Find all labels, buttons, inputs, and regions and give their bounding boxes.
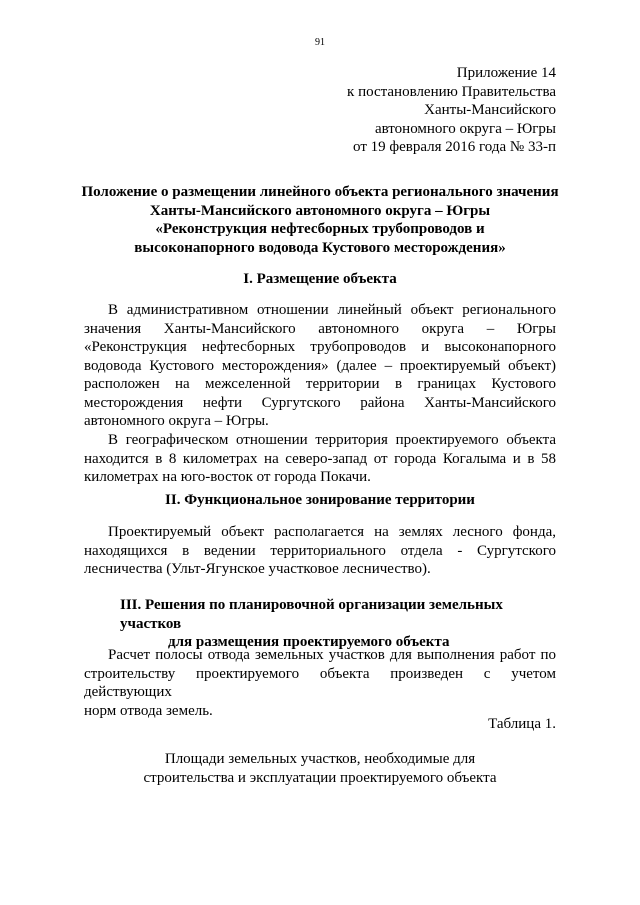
text-line: строительству проектируемого объекта произведен с учетом действующих <box>84 665 556 700</box>
appendix-line: от 19 февраля 2016 года № 33-п <box>353 139 556 155</box>
text-line: «Реконструкция нефтесборных трубопроводов и высоконапорного <box>84 339 556 355</box>
table-caption <box>0 750 640 787</box>
paragraph-zoning <box>84 523 556 579</box>
paragraph-location <box>84 301 556 431</box>
section-heading-2: II. Функциональное зонирование территории <box>165 492 475 508</box>
text-line: В административном отношении линейный объект регионального <box>108 302 556 318</box>
paragraph-geography <box>84 431 556 487</box>
text-line: километрах на юго-восток от города Покачи. <box>84 469 371 485</box>
title-line: высоконапорного водовода Кустового месторождения» <box>134 239 506 256</box>
text-line: автономного округа – Югры. <box>84 413 269 429</box>
section-heading-3 <box>120 596 560 652</box>
appendix-header <box>347 64 556 157</box>
table-label: Таблица 1. <box>488 716 556 732</box>
section-heading-1: I. Размещение объекта <box>243 271 397 287</box>
text-line: месторождения нефти Сургутского района Ханты-Мансийского <box>84 394 556 411</box>
paragraph-solutions <box>84 646 556 720</box>
text-line: Проектируемый объект располагается на землях лесного фонда, <box>108 524 556 540</box>
document-title <box>60 183 580 257</box>
text-line: водовода Кустового месторождения» (далее – проектируемый объект) <box>84 357 556 374</box>
text-line: норм отвода земель. <box>84 702 213 719</box>
caption-line: строительства и эксплуатации проектируемого объекта <box>143 769 497 786</box>
text-line: находится в 8 километрах на северо-запад от города Когалыма и в 58 <box>84 450 556 467</box>
page-number: 91 <box>315 37 325 48</box>
text-line: В географическом отношении территория проектируемого объекта <box>108 432 556 448</box>
appendix-line: Приложение 14 <box>456 65 556 81</box>
text-line: Расчет полосы отвода земельных участков для выполнения работ по <box>108 647 556 663</box>
title-line: Ханты-Мансийского автономного округа – Югры <box>149 202 491 219</box>
title-line: «Реконструкция нефтесборных трубопроводов и <box>155 221 485 237</box>
heading-line: для размещения проектируемого объекта <box>168 634 450 650</box>
title-line: Положение о размещении линейного объекта регионального значения <box>81 184 559 200</box>
appendix-line: автономного округа – Югры <box>374 120 556 137</box>
text-line: значения Ханты-Мансийского автономного округа – Югры <box>84 320 556 337</box>
appendix-line: к постановлению Правительства <box>347 83 556 100</box>
heading-line: III. Решения по планировочной организации земельных участков <box>120 597 503 632</box>
text-line: лесничества (Ульт-Ягунское участковое лесничество). <box>84 561 431 577</box>
text-line: находящихся в ведении территориального отдела - Сургутского <box>84 542 556 559</box>
caption-line: Площади земельных участков, необходимые для <box>164 751 476 767</box>
appendix-line: Ханты-Мансийского <box>424 102 556 118</box>
text-line: расположен на межселенной территории в границах Кустового <box>84 376 556 392</box>
